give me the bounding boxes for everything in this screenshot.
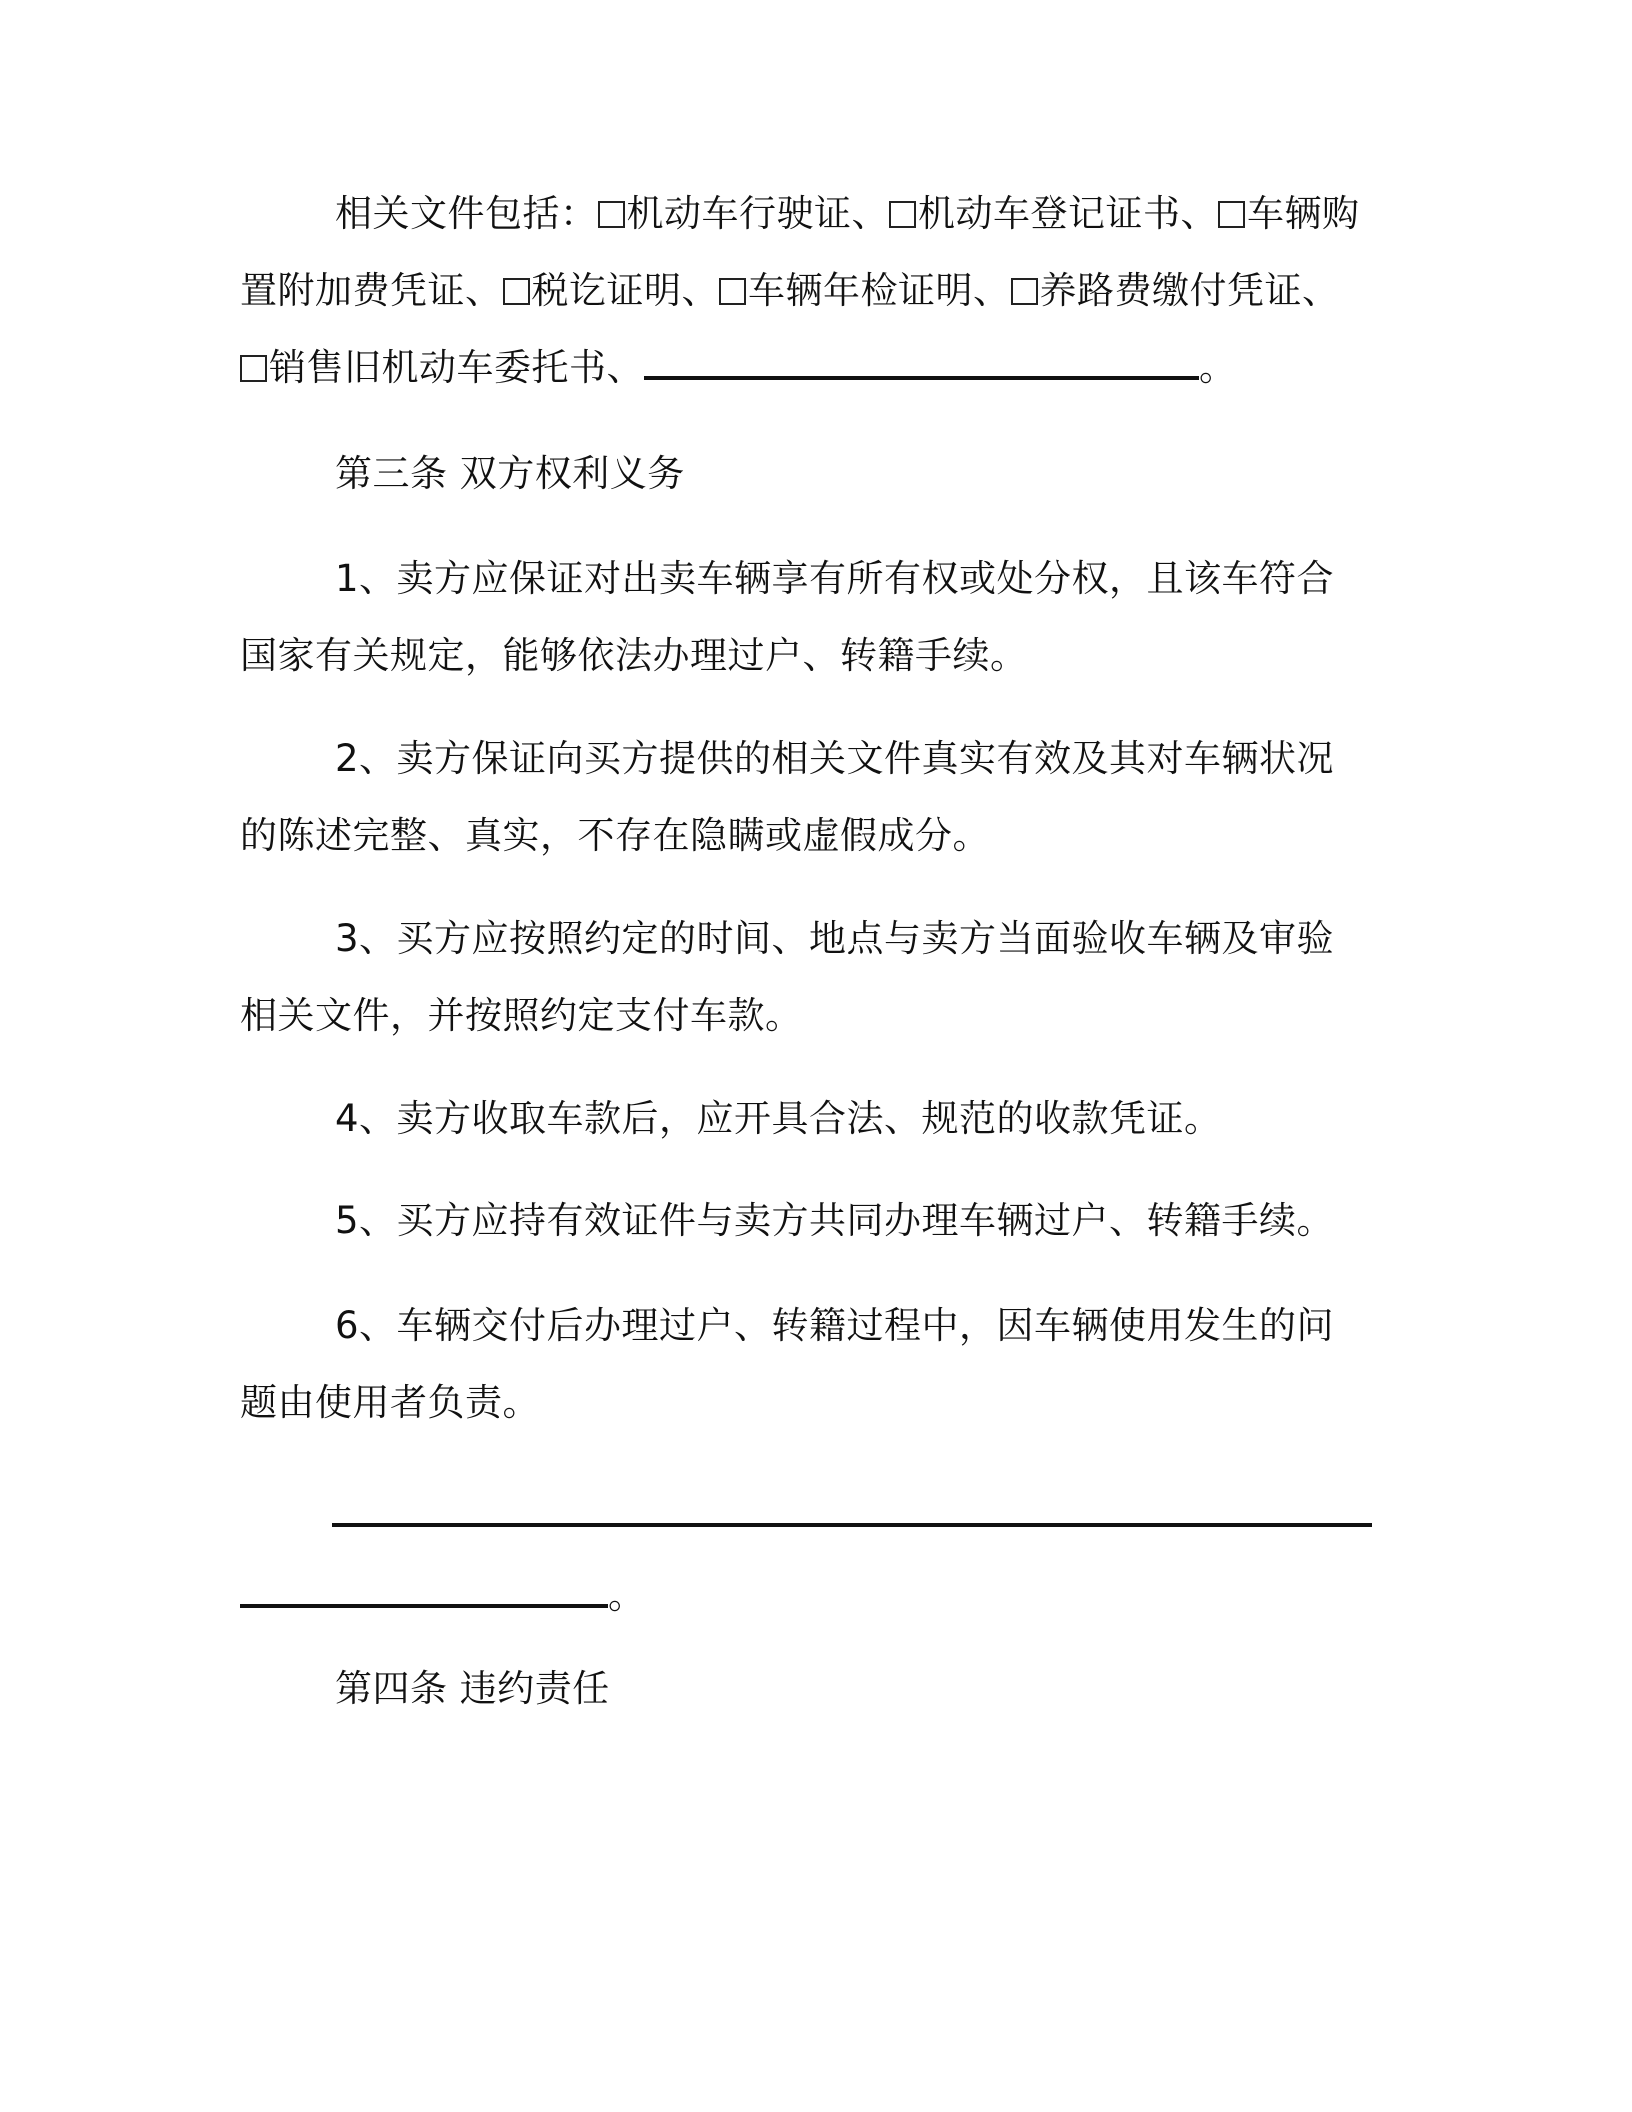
checkbox-sales-entrustment[interactable]	[240, 355, 267, 382]
documents-item-annual-inspection: 车辆年检证明、	[748, 269, 1011, 312]
documents-line-1	[335, 175, 1360, 252]
documents-item-purchase-tax-part2: 置附加费凭证、	[240, 269, 503, 312]
checkbox-vehicle-license[interactable]	[598, 201, 625, 228]
documents-item-vehicle-license: 机动车行驶证、	[626, 192, 889, 235]
documents-item-tax-certificate: 税讫证明、	[531, 269, 719, 312]
checkbox-purchase-tax[interactable]	[1218, 201, 1245, 228]
documents-other-blank[interactable]	[644, 346, 1199, 380]
article3-blank-field[interactable]	[240, 1574, 608, 1608]
checkbox-road-fee[interactable]	[1011, 278, 1038, 305]
documents-line-3	[240, 329, 1237, 406]
documents-end-mark: 。	[1199, 346, 1237, 389]
documents-item-registration-certificate: 机动车登记证书、	[918, 192, 1218, 235]
article3-clause-5: 5、买方应持有效证件与卖方共同办理车辆过户、转籍手续。	[335, 1199, 1335, 1242]
article3-clause-1: 1、卖方应保证对出卖车辆享有所有权或处分权，且该车符合国家有关规定，能够依法办理过户、转籍手续。	[240, 557, 1335, 677]
checkbox-tax-certificate[interactable]	[503, 278, 530, 305]
documents-line-2	[240, 252, 1340, 329]
documents-item-road-fee: 养路费缴付凭证、	[1039, 269, 1340, 312]
article3-clause-4: 4、卖方收取车款后，应开具合法、规范的收款凭证。	[335, 1097, 1222, 1140]
article3-blank-line-1[interactable]	[332, 1523, 1372, 1527]
checkbox-registration-certificate[interactable]	[889, 201, 916, 228]
article4-heading: 第四条 违约责任	[335, 1667, 610, 1710]
article3-clause-2: 2、卖方保证向买方提供的相关文件真实有效及其对车辆状况的陈述完整、真实，不存在隐瞒或虚假成分。	[240, 737, 1335, 857]
article3-clause-6: 6、车辆交付后办理过户、转籍过程中，因车辆使用发生的问题由使用者负责。	[240, 1304, 1335, 1424]
checkbox-annual-inspection[interactable]	[719, 278, 746, 305]
documents-item-purchase-tax-part1: 车辆购	[1247, 192, 1360, 235]
article3-clause-3: 3、买方应按照约定的时间、地点与卖方当面验收车辆及审验相关文件，并按照约定支付车款。	[240, 917, 1335, 1037]
article3-heading: 第三条 双方权利义务	[335, 452, 685, 495]
article3-blank-end-mark: 。	[608, 1574, 646, 1617]
documents-prefix: 相关文件包括：	[335, 192, 598, 235]
article3-blank-line-2	[240, 1557, 646, 1634]
documents-item-sales-entrustment: 销售旧机动车委托书、	[269, 346, 644, 389]
